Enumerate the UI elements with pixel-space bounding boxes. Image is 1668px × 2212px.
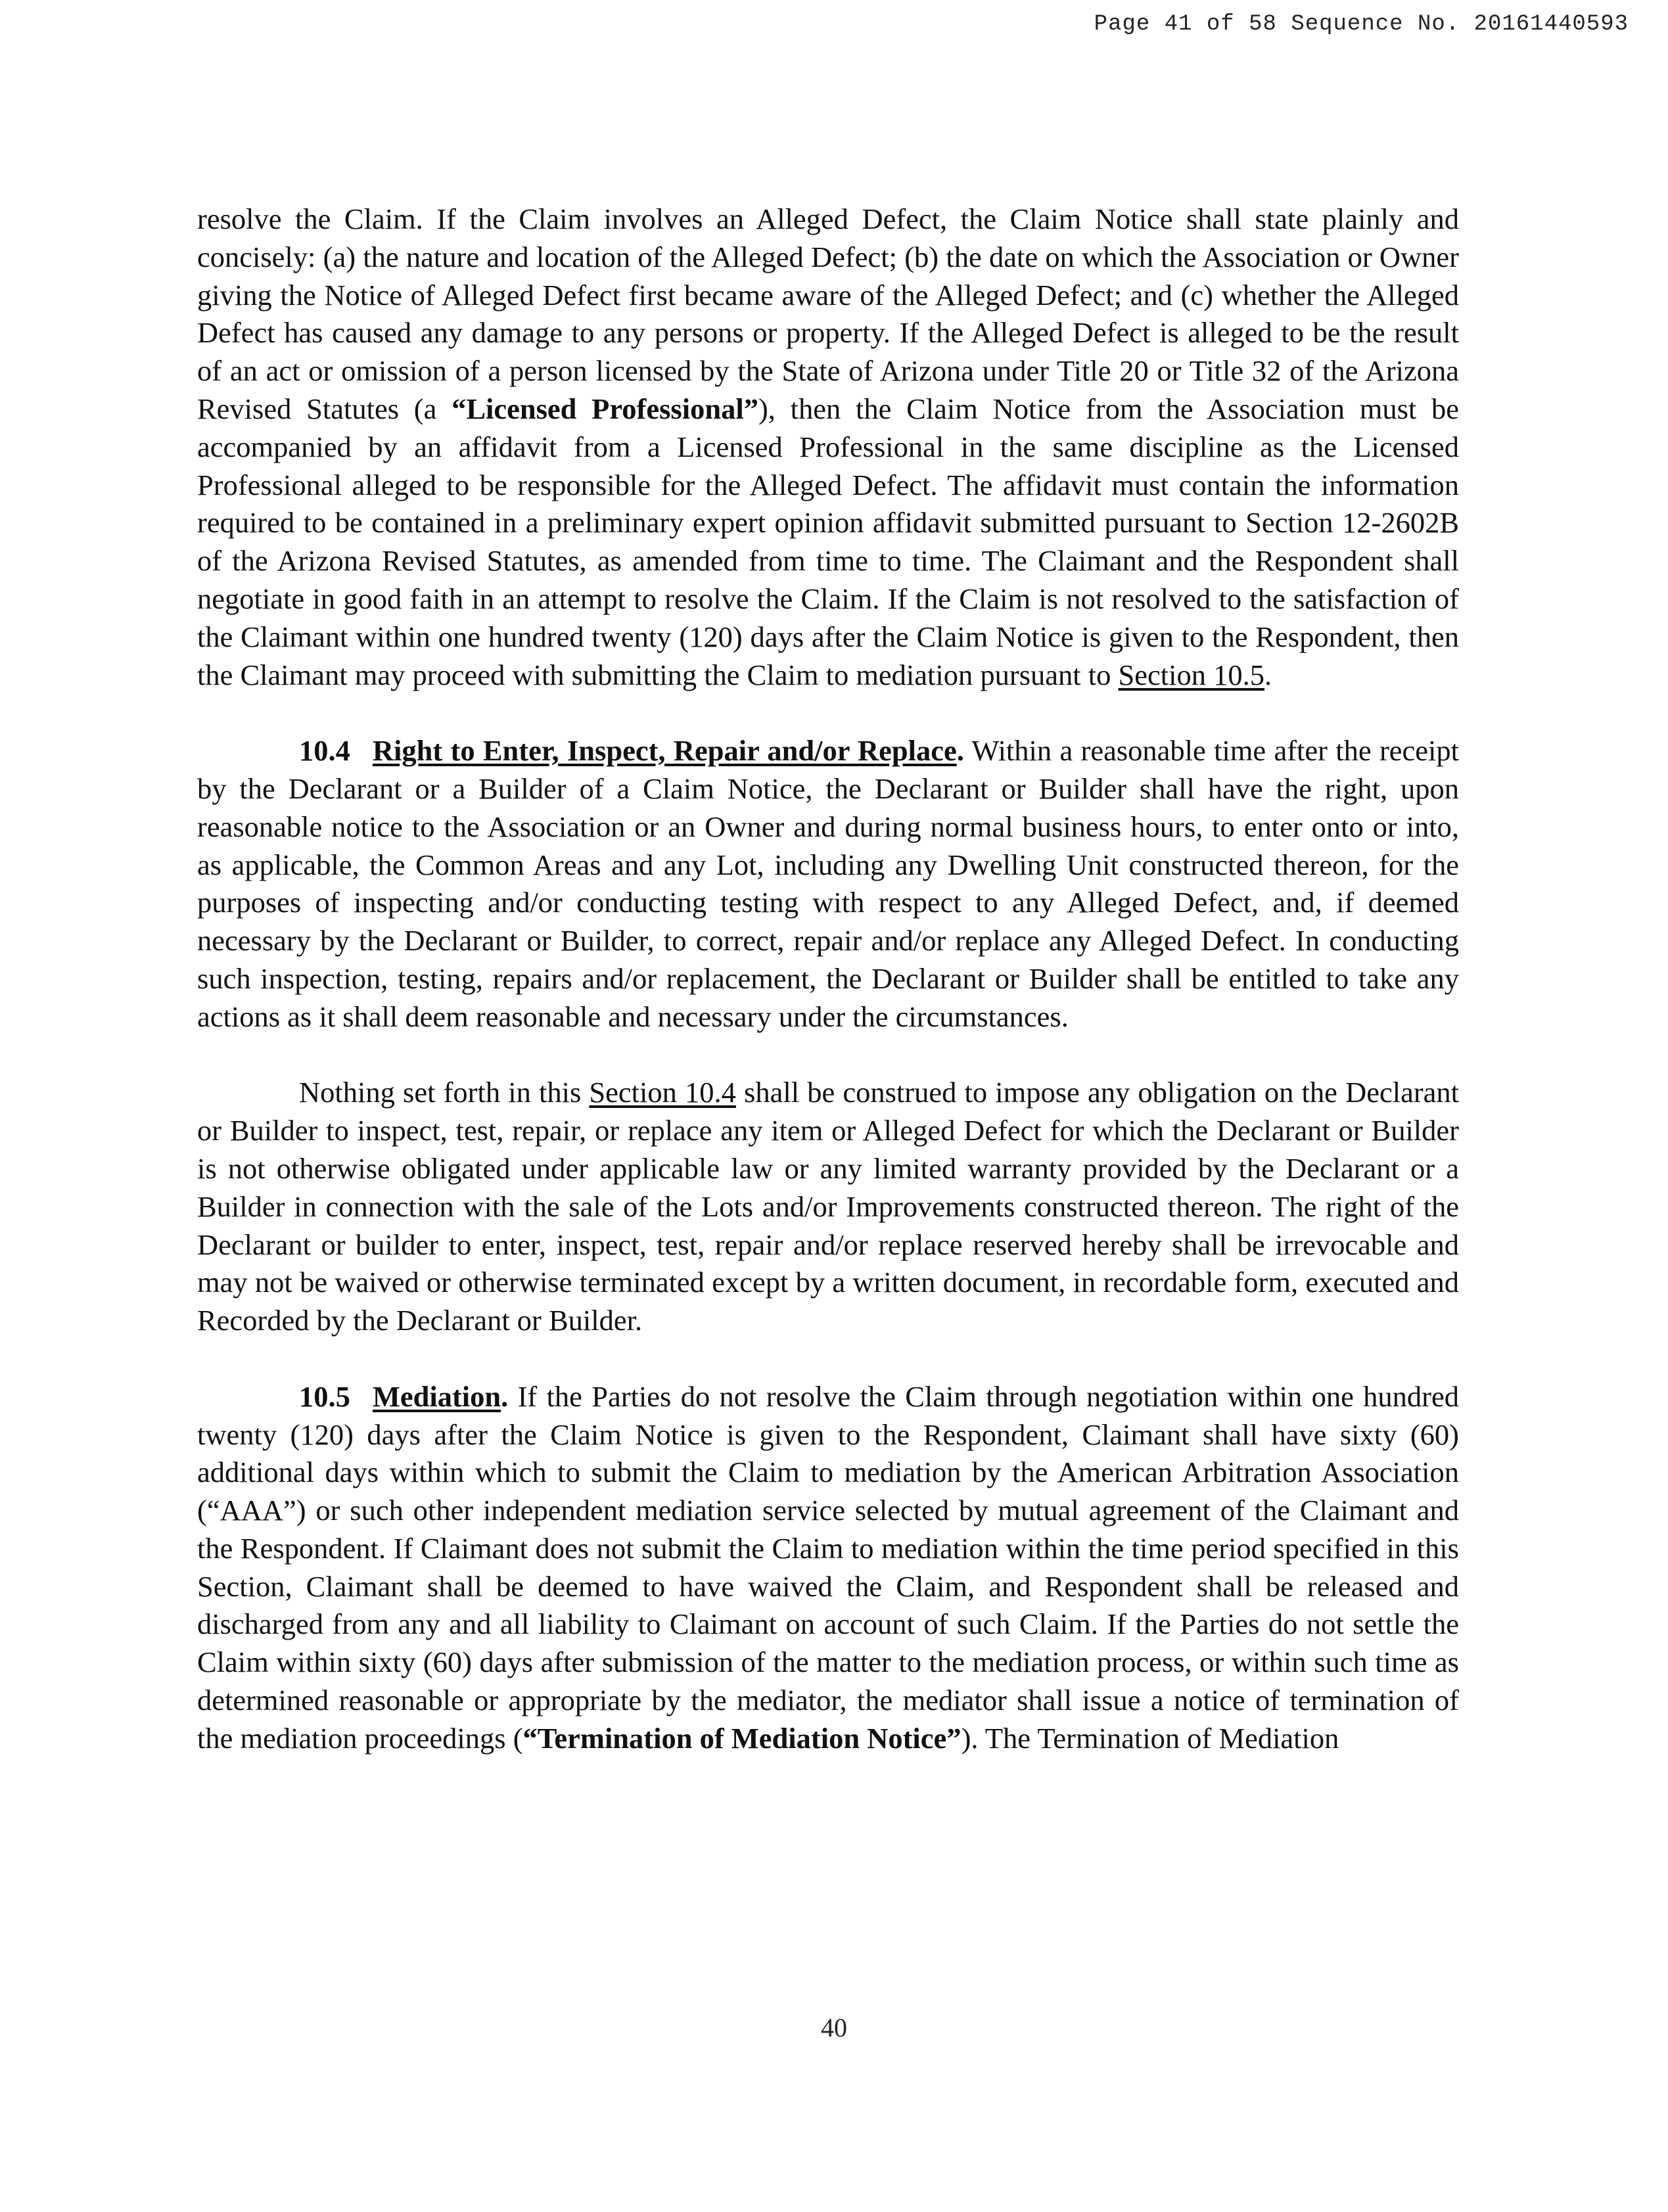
section-number: 10.5 bbox=[299, 1379, 350, 1413]
paragraph-text: . bbox=[1264, 658, 1272, 691]
paragraph-no-obligation bbox=[197, 1074, 1459, 1340]
section-10-5 bbox=[197, 1378, 1459, 1758]
paragraph-text: Nothing set forth in this bbox=[299, 1076, 590, 1109]
heading-period: . bbox=[501, 1379, 509, 1413]
section-reference-10-4: Section 10.4 bbox=[589, 1076, 736, 1109]
defined-term-termination-notice: “Termination of Mediation Notice” bbox=[522, 1721, 961, 1755]
paragraph-text: resolve the Claim. If the Claim involves an Alleged Defect, the Claim Notice shall state plainly and concisely: (a) the nature and location of the Alleged Defect; (b) the date on which the Association or Owner giving the Notice of Alleged Defect first became aware of the Alleged Defect; and (c) whether the Alleged Defect has caused any damage to any persons or property. If the Alleged Defect is alleged to be the result of an act or omission of a person licensed by the State of Arizona under Title 20 or Title 32 of the Arizona Revised Statutes (a bbox=[197, 202, 1459, 425]
page-number: 40 bbox=[821, 2013, 847, 2042]
section-reference-10-5: Section 10.5 bbox=[1118, 658, 1264, 691]
document-body bbox=[197, 200, 1459, 1795]
paragraph-text: shall be construed to impose any obligation on the Declarant or Builder to inspect, test, repair, or replace any item or Alleged Defect for which the Declarant or Builder is not otherwise obligated under applicable law or any limited warranty provided by the Declarant or a Builder in connection with the sale of the Lots and/or Improvements constructed thereon. The right of the Declarant or builder to enter, inspect, test, repair and/or replace reserved hereby shall be irrevocable and may not be waived or otherwise terminated except by a written document, in recordable form, executed and Recorded by the Declarant or Builder. bbox=[197, 1076, 1460, 1337]
defined-term-licensed-professional: “Licensed Professional” bbox=[452, 392, 758, 425]
section-heading: Mediation bbox=[372, 1379, 501, 1413]
section-body: Within a reasonable time after the receipt by the Declarant or a Builder of a Claim Notice, the Declarant or Builder shall have the right, upon reasonable notice to the Association or an Owner and during normal business hours, to enter onto or into, as applicable, the Common Areas and any Lot, including any Dwelling Unit constructed thereon, for the purposes of inspecting and/or conducting testing with respect to any Alleged Defect, and, if deemed necessary by the Declarant or Builder, to correct, repair and/or replace any Alleged Defect. In conducting such inspection, testing, repairs and/or replacement, the Declarant or Builder shall be entitled to take any actions as it shall deem reasonable and necessary under the circumstances. bbox=[197, 734, 1459, 1033]
paragraph-text: ), then the Claim Notice from the Association must be accompanied by an affidavit from a Licensed Professional in the same discipline as the Licensed Professional alleged to be responsible for the Alleged Defect. The affidavit must contain the information required to be contained in a preliminary expert opinion affidavit submitted pursuant to Section 12-2602B of the Arizona Revised Statutes, as amended from time to time. The Claimant and the Respondent shall negotiate in good faith in an attempt to resolve the Claim. If the Claim is not resolved to the satisfaction of the Claimant within one hundred twenty (120) days after the Claim Notice is given to the Respondent, then the Claimant may proceed with submitting the Claim to mediation pursuant to bbox=[197, 392, 1459, 691]
recording-stamp: Page 41 of 58 Sequence No. 20161440593 bbox=[1094, 12, 1629, 37]
section-number: 10.4 bbox=[299, 734, 350, 768]
paragraph-claim-notice bbox=[197, 200, 1459, 694]
section-10-4 bbox=[197, 732, 1459, 1036]
section-heading: Right to Enter, Inspect, Repair and/or Replace bbox=[372, 734, 957, 768]
section-body: If the Parties do not resolve the Claim through negotiation within one hundred twenty (120) days after the Claim Notice is given to the Respondent, Claimant shall have sixty (60) additional days within which to submit the Claim to mediation by the American Arbitration Association (“AAA”) or such other independent mediation service selected by mutual agreement of the Claimant and the Respondent. If Claimant does not submit the Claim to mediation within the time period specified in this Section, Claimant shall be deemed to have waived the Claim, and Respondent shall be released and discharged from any and all liability to Claimant on account of such Claim. If the Parties do not settle the Claim within sixty (60) days after submission of the matter to the mediation process, or within such time as determined reasonable or appropriate by the mediator, the mediator shall issue a notice of termination of the mediation proceedings ( bbox=[197, 1379, 1459, 1755]
section-body: ). The Termination of Mediation bbox=[961, 1721, 1339, 1755]
heading-period: . bbox=[956, 734, 964, 768]
